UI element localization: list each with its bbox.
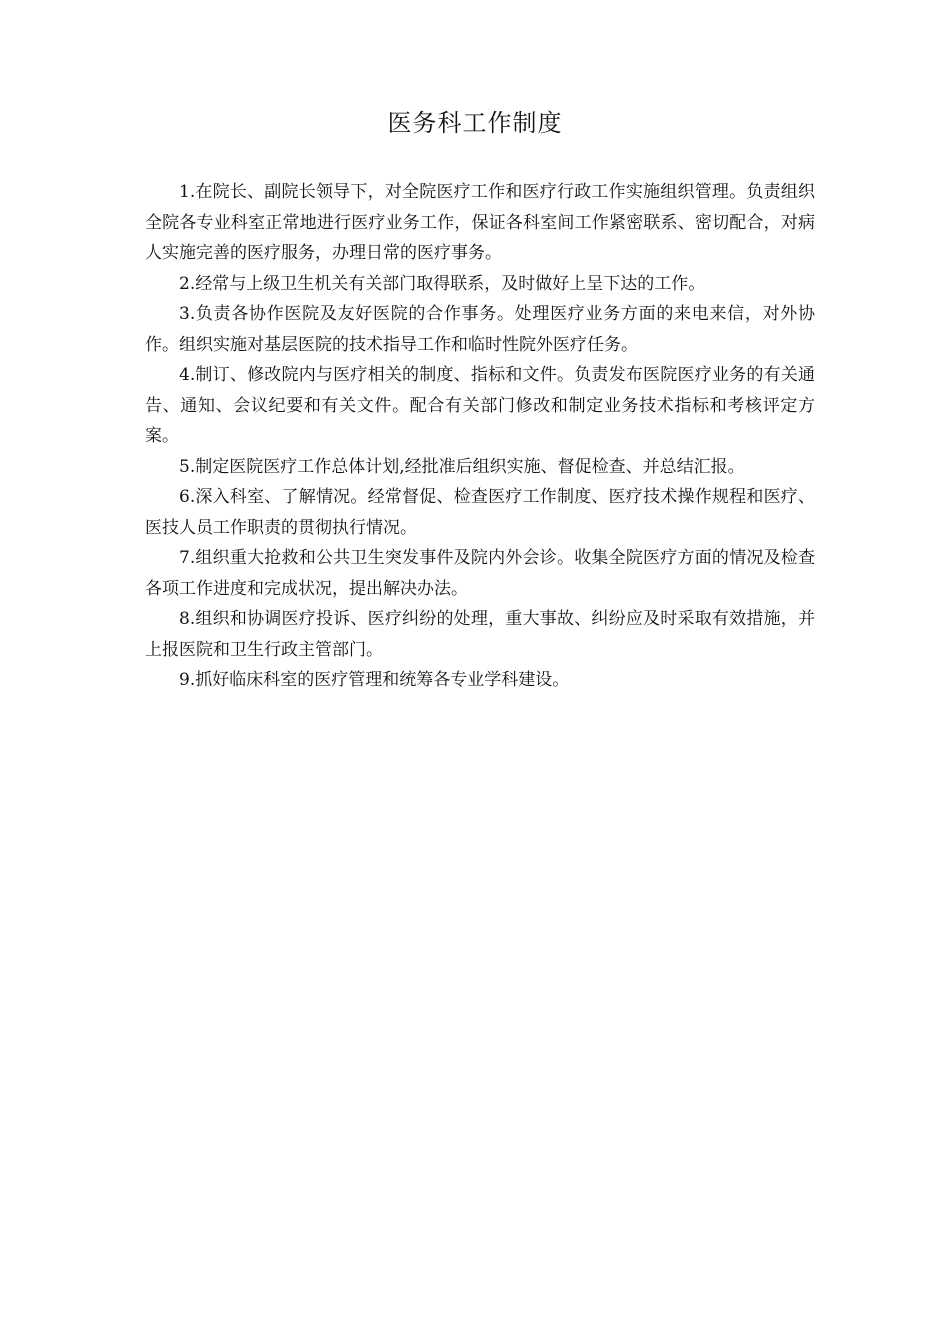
paragraph-9: 9.抓好临床科室的医疗管理和统筹各专业学科建设。	[179, 670, 570, 690]
paragraph-1: 1.在院长、副院长领导下，对全院医疗工作和医疗行政工作实施组织管理。负责组织全院各专业科室正常地进行医疗业务工作，保证各科室间工作紧密联系、密切配合，对病人实施完善的医疗服务，办理日常的医疗事务。	[145, 182, 815, 263]
paragraph-3: 3.负责各协作医院及友好医院的合作事务。处理医疗业务方面的来电来信，对外协作。组织实施对基层医院的技术指导工作和临时性院外医疗任务。	[145, 304, 815, 355]
paragraph-7: 7.组织重大抢救和公共卫生突发事件及院内外会诊。收集全院医疗方面的情况及检查各项工作进度和完成状况，提出解决办法。	[145, 548, 815, 599]
paragraph-2: 2.经常与上级卫生机关有关部门取得联系，及时做好上呈下达的工作。	[179, 273, 706, 294]
document-title: 医务科工作制度	[387, 109, 563, 137]
document-body	[145, 177, 815, 696]
paragraph-8: 8.组织和协调医疗投诉、医疗纠纷的处理，重大事故、纠纷应及时采取有效措施，并上报医院和卫生行政主管部门。	[145, 609, 815, 660]
paragraph-6: 6.深入科室、了解情况。经常督促、检查医疗工作制度、医疗技术操作规程和医疗、医技人员工作职责的贯彻执行情况。	[145, 487, 815, 538]
paragraph-5: 5.制定医院医疗工作总体计划,经批准后组织实施、督促检查、并总结汇报。	[179, 456, 745, 477]
paragraph-4: 4.制订、修改院内与医疗相关的制度、指标和文件。负责发布医院医疗业务的有关通告、通知、会议纪要和有关文件。配合有关部门修改和制定业务技术指标和考核评定方案。	[145, 365, 815, 446]
